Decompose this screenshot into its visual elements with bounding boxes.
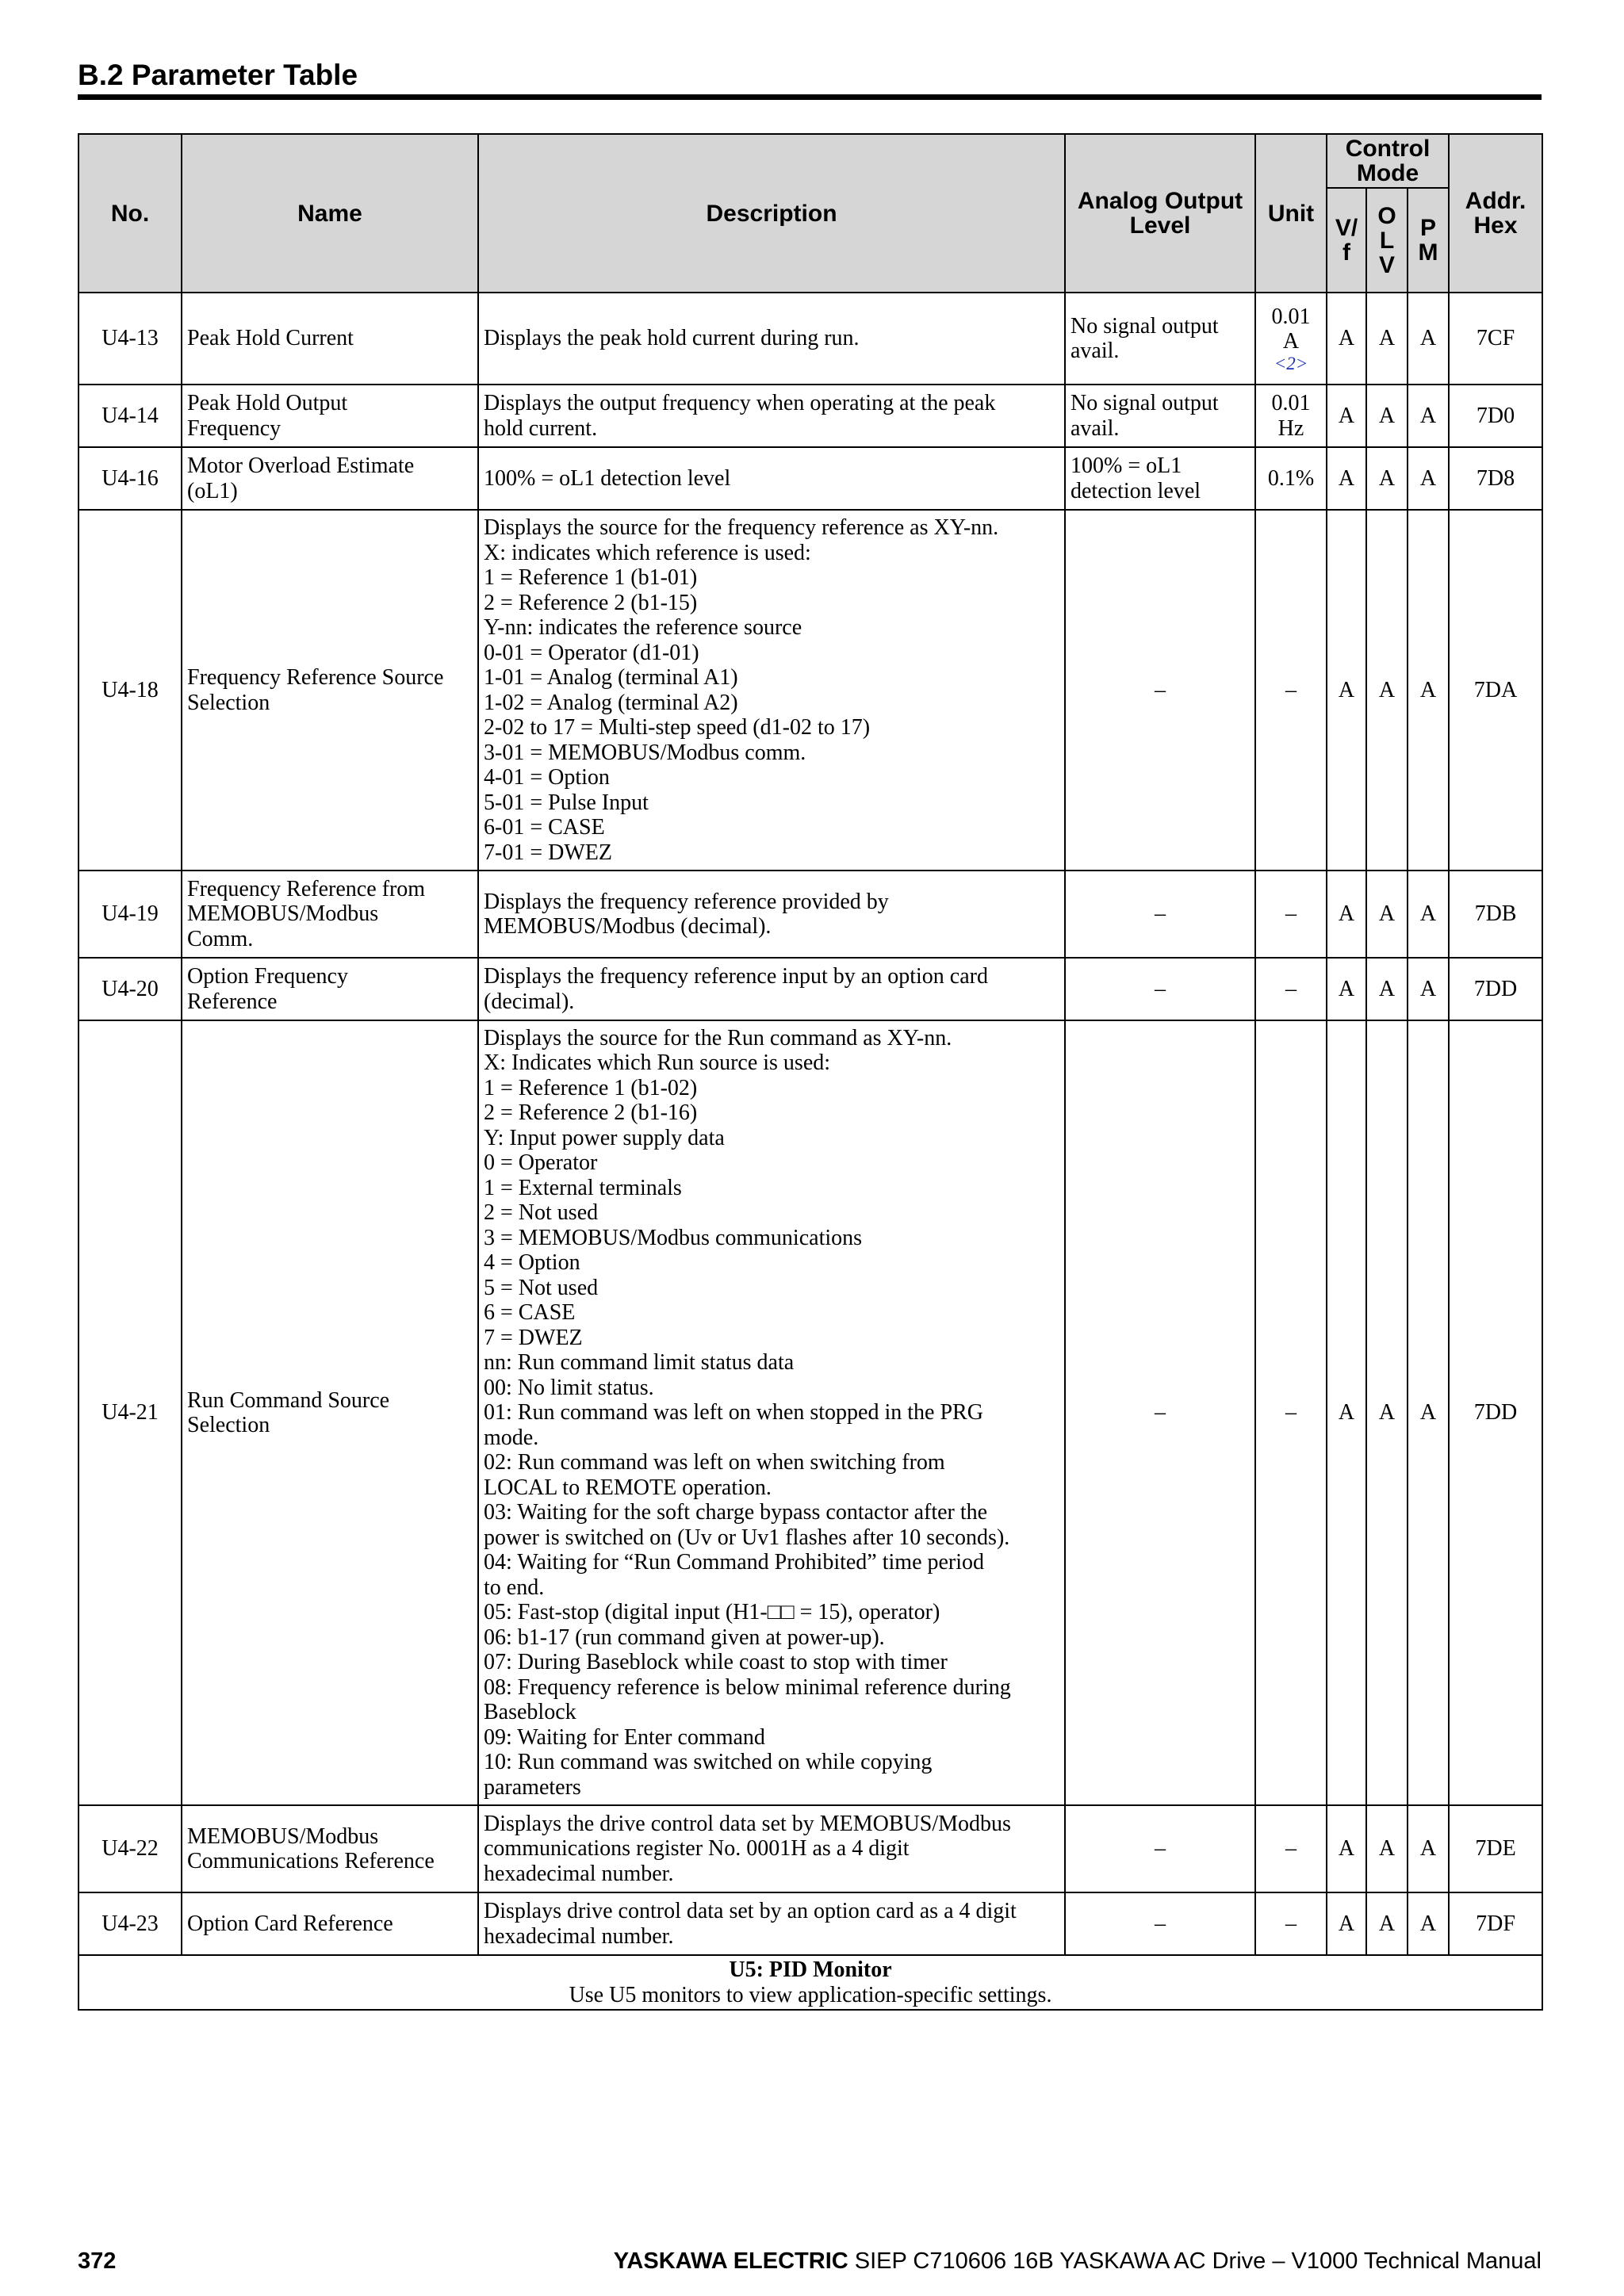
- param-analog-output-line: avail.: [1071, 415, 1120, 441]
- param-name: [182, 385, 478, 447]
- header-vf: V/ f: [1327, 188, 1366, 293]
- param-name-line: Option Frequency: [187, 964, 348, 989]
- param-description-line: 2 = Not used: [484, 1200, 599, 1226]
- param-addr-hex: 7D0: [1449, 385, 1542, 447]
- param-description-line: 2 = Reference 2 (b1-15): [484, 590, 698, 615]
- param-description-line: 06: b1-17 (run command given at power-up).: [484, 1624, 885, 1650]
- param-unit-line: 0.1%: [1267, 465, 1315, 491]
- param-description-line: LOCAL to REMOTE operation.: [484, 1475, 772, 1500]
- param-addr-hex: 7CF: [1449, 293, 1542, 385]
- mode-pm: A: [1408, 1805, 1449, 1892]
- mode-pm: A: [1408, 871, 1449, 958]
- param-analog-output-line: –: [1155, 1400, 1166, 1425]
- param-description-line: Displays the source for the Run command as XY-nn.: [484, 1025, 952, 1050]
- param-description-line: hexadecimal number.: [484, 1923, 674, 1949]
- param-description-line: mode.: [484, 1425, 539, 1450]
- param-name-line: Communications Reference: [187, 1849, 435, 1873]
- param-no: U4-19: [79, 871, 182, 958]
- param-analog-output-line: detection level: [1071, 478, 1201, 503]
- param-description-line: 7 = DWEZ: [484, 1325, 583, 1350]
- mode-vf: A: [1327, 510, 1366, 871]
- param-unit-line: Hz: [1277, 415, 1304, 441]
- param-description-line: 05: Fast-stop (digital input (H1-□□ = 15), operator): [484, 1600, 940, 1625]
- param-unit-line: 0.01: [1271, 304, 1311, 329]
- param-no: U4-22: [79, 1805, 182, 1892]
- mode-olv: A: [1366, 1020, 1408, 1805]
- mode-vf: A: [1327, 871, 1366, 958]
- param-analog-output-line: –: [1155, 1836, 1166, 1862]
- param-description-line: hexadecimal number.: [484, 1861, 674, 1886]
- param-name-line: Selection: [187, 1413, 270, 1437]
- param-name-line: Option Card Reference: [187, 1911, 393, 1936]
- param-analog-output-line: –: [1155, 677, 1166, 702]
- unit-footnote-link[interactable]: <2>: [1274, 353, 1308, 373]
- mode-pm: A: [1408, 1020, 1449, 1805]
- u5-title: U5: PID Monitor: [729, 1957, 892, 1982]
- mode-vf: A: [1327, 385, 1366, 447]
- param-name-line: MEMOBUS/Modbus: [187, 1823, 379, 1849]
- param-description-line: to end.: [484, 1575, 545, 1600]
- param-addr-hex: 7DD: [1449, 1020, 1542, 1805]
- table-body: [79, 293, 1542, 1955]
- param-description-line: 2 = Reference 2 (b1-16): [484, 1100, 698, 1126]
- param-description-line: 100% = oL1 detection level: [484, 465, 731, 491]
- table-row: [79, 1805, 1542, 1892]
- param-analog-output: [1065, 293, 1255, 385]
- param-unit-line: 0.01: [1271, 391, 1311, 415]
- param-description-line: 1-01 = Analog (terminal A1): [484, 665, 738, 690]
- table-row: [79, 293, 1542, 385]
- param-analog-output: [1065, 1020, 1255, 1805]
- u5-subtitle: Use U5 monitors to view application-specific settings.: [569, 1982, 1052, 2007]
- param-description-line: Displays the output frequency when operating at the peak: [484, 391, 996, 415]
- param-analog-output: [1065, 1805, 1255, 1892]
- param-description: [478, 510, 1065, 871]
- param-analog-output: [1065, 958, 1255, 1020]
- param-name: [182, 1020, 478, 1805]
- param-name-line: Frequency Reference from: [187, 876, 426, 901]
- mode-vf: A: [1327, 1892, 1366, 1955]
- param-description-line: (decimal).: [484, 989, 575, 1014]
- param-description-line: 3 = MEMOBUS/Modbus communications: [484, 1225, 863, 1250]
- param-name: [182, 293, 478, 385]
- param-description-line: 00: No limit status.: [484, 1375, 654, 1400]
- param-analog-output: [1065, 385, 1255, 447]
- param-name: [182, 958, 478, 1020]
- title-rule: [78, 94, 1542, 100]
- mode-olv: A: [1366, 385, 1408, 447]
- param-name: [182, 447, 478, 510]
- param-description-line: 5 = Not used: [484, 1275, 599, 1300]
- table-row: [79, 385, 1542, 447]
- param-unit: [1255, 293, 1327, 385]
- param-description-line: 1 = External terminals: [484, 1175, 682, 1200]
- mode-pm: A: [1408, 293, 1449, 385]
- table-row: [79, 1020, 1542, 1805]
- page-number: 372: [78, 2248, 117, 2274]
- param-description-line: 7-01 = DWEZ: [484, 840, 612, 865]
- table-row: [79, 1892, 1542, 1955]
- param-no: U4-21: [79, 1020, 182, 1805]
- param-description: [478, 447, 1065, 510]
- param-description-line: communications register No. 0001H as a 4 digit: [484, 1836, 910, 1862]
- param-name-line: MEMOBUS/Modbus: [187, 901, 379, 927]
- param-unit-line: –: [1285, 976, 1297, 1001]
- param-description: [478, 385, 1065, 447]
- param-description-line: 04: Waiting for “Run Command Prohibited” time period: [484, 1550, 985, 1575]
- param-name-line: Reference: [187, 989, 278, 1014]
- param-description-line: 03: Waiting for the soft charge bypass contactor after the: [484, 1500, 988, 1525]
- header-name: Name: [182, 134, 478, 293]
- param-analog-output-line: 100% = oL1: [1071, 453, 1182, 478]
- mode-pm: A: [1408, 385, 1449, 447]
- mode-vf: A: [1327, 1020, 1366, 1805]
- header-olv: O L V: [1366, 188, 1408, 293]
- param-unit: [1255, 958, 1327, 1020]
- param-description-line: 08: Frequency reference is below minimal reference during: [484, 1674, 1011, 1700]
- param-unit-line: A: [1282, 329, 1300, 354]
- param-name: [182, 510, 478, 871]
- param-addr-hex: 7D8: [1449, 447, 1542, 510]
- param-analog-output: [1065, 510, 1255, 871]
- param-description-line: 6 = CASE: [484, 1300, 576, 1326]
- header-no: No.: [79, 134, 182, 293]
- mode-olv: A: [1366, 958, 1408, 1020]
- param-name-line: Peak Hold Current: [187, 326, 354, 351]
- mode-olv: A: [1366, 1892, 1408, 1955]
- param-no: U4-13: [79, 293, 182, 385]
- header-analog-output-level: Analog Output Level: [1065, 134, 1255, 293]
- param-description-line: Displays drive control data set by an option card as a 4 digit: [484, 1899, 1017, 1923]
- param-name: [182, 1805, 478, 1892]
- param-no: U4-16: [79, 447, 182, 510]
- param-unit-line: –: [1285, 1836, 1297, 1862]
- param-description-line: 0-01 = Operator (d1-01): [484, 640, 699, 665]
- param-description-line: 4-01 = Option: [484, 765, 610, 790]
- param-addr-hex: 7DA: [1449, 510, 1542, 871]
- param-description: [478, 1020, 1065, 1805]
- param-unit-line: –: [1285, 901, 1297, 927]
- param-description-line: Y: Input power supply data: [484, 1125, 725, 1150]
- u5-section-row: [79, 1955, 1542, 2010]
- mode-olv: A: [1366, 510, 1408, 871]
- param-description-line: 3-01 = MEMOBUS/Modbus comm.: [484, 740, 806, 765]
- param-unit: [1255, 1805, 1327, 1892]
- param-description-line: Displays the frequency reference provided by: [484, 889, 889, 914]
- param-analog-output-line: No signal output: [1071, 313, 1219, 339]
- header-pm: P M: [1408, 188, 1449, 293]
- param-name-line: Frequency Reference Source: [187, 665, 444, 690]
- param-description-line: 5-01 = Pulse Input: [484, 790, 649, 815]
- param-description-line: Displays the drive control data set by MEMOBUS/Modbus: [484, 1811, 1011, 1836]
- param-analog-output: [1065, 871, 1255, 958]
- param-addr-hex: 7DF: [1449, 1892, 1542, 1955]
- param-description-line: Baseblock: [484, 1700, 576, 1725]
- param-description-line: Y-nn: indicates the reference source: [484, 615, 802, 640]
- param-analog-output: [1065, 447, 1255, 510]
- param-description-line: power is switched on (Uv or Uv1 flashes after 10 seconds).: [484, 1525, 1010, 1550]
- param-analog-output-line: –: [1155, 976, 1166, 1001]
- param-description-line: X: indicates which reference is used:: [484, 540, 811, 565]
- param-no: U4-20: [79, 958, 182, 1020]
- param-analog-output-line: –: [1155, 1911, 1166, 1936]
- mode-olv: A: [1366, 293, 1408, 385]
- param-description-line: Displays the source for the frequency reference as XY-nn.: [484, 515, 999, 540]
- param-description-line: hold current.: [484, 415, 598, 441]
- param-analog-output-line: No signal output: [1071, 391, 1219, 415]
- mode-vf: A: [1327, 958, 1366, 1020]
- param-name-line: Frequency: [187, 415, 282, 441]
- param-description-line: parameters: [484, 1774, 581, 1800]
- param-name-line: Run Command Source: [187, 1387, 390, 1413]
- mode-pm: A: [1408, 447, 1449, 510]
- param-description-line: 6-01 = CASE: [484, 815, 605, 840]
- header-addr-hex: Addr. Hex: [1449, 134, 1542, 293]
- param-unit: [1255, 1020, 1327, 1805]
- param-description-line: 02: Run command was left on when switching from: [484, 1450, 945, 1475]
- param-unit-line: –: [1285, 677, 1297, 702]
- param-name: [182, 871, 478, 958]
- param-description-line: 09: Waiting for Enter command: [484, 1724, 765, 1750]
- param-addr-hex: 7DE: [1449, 1805, 1542, 1892]
- header-description: Description: [478, 134, 1065, 293]
- mode-pm: A: [1408, 1892, 1449, 1955]
- table-row: [79, 447, 1542, 510]
- param-description-line: Displays the frequency reference input by an option card: [484, 964, 988, 989]
- param-description: [478, 958, 1065, 1020]
- param-unit: [1255, 871, 1327, 958]
- param-description-line: 4 = Option: [484, 1250, 580, 1276]
- param-unit: [1255, 385, 1327, 447]
- param-no: U4-23: [79, 1892, 182, 1955]
- header-control-mode: Control Mode: [1327, 134, 1449, 188]
- param-description-line: Displays the peak hold current during run.: [484, 326, 860, 351]
- param-description-line: nn: Run command limit status data: [484, 1350, 795, 1376]
- param-unit-line: –: [1285, 1911, 1297, 1936]
- footer-doc: SIEP C710606 16B YASKAWA AC Drive – V1000 Technical Manual: [854, 2248, 1542, 2274]
- mode-vf: A: [1327, 293, 1366, 385]
- param-description-line: 1 = Reference 1 (b1-02): [484, 1075, 698, 1100]
- mode-olv: A: [1366, 447, 1408, 510]
- parameter-table: [78, 133, 1543, 2011]
- param-description-line: 10: Run command was switched on while copying: [484, 1750, 933, 1775]
- param-unit: [1255, 447, 1327, 510]
- mode-pm: A: [1408, 958, 1449, 1020]
- param-description: [478, 293, 1065, 385]
- mode-olv: A: [1366, 871, 1408, 958]
- footer-doc-title: [614, 2248, 1542, 2275]
- mode-vf: A: [1327, 447, 1366, 510]
- param-addr-hex: 7DB: [1449, 871, 1542, 958]
- param-analog-output-line: avail.: [1071, 339, 1120, 363]
- param-description-line: 01: Run command was left on when stopped in the PRG: [484, 1400, 983, 1425]
- header-unit: Unit: [1255, 134, 1327, 293]
- param-name: [182, 1892, 478, 1955]
- footer-brand: YASKAWA ELECTRIC: [613, 2248, 848, 2274]
- param-analog-output: [1065, 1892, 1255, 1955]
- param-description-line: MEMOBUS/Modbus (decimal).: [484, 914, 772, 939]
- param-description-line: 1-02 = Analog (terminal A2): [484, 690, 738, 715]
- param-description: [478, 1892, 1065, 1955]
- param-description-line: 1 = Reference 1 (b1-01): [484, 565, 698, 590]
- param-unit: [1255, 510, 1327, 871]
- param-description-line: 0 = Operator: [484, 1150, 598, 1176]
- section-title: B.2 Parameter Table: [78, 59, 358, 91]
- param-addr-hex: 7DD: [1449, 958, 1542, 1020]
- param-description-line: X: Indicates which Run source is used:: [484, 1050, 831, 1076]
- param-unit: [1255, 1892, 1327, 1955]
- mode-vf: A: [1327, 1805, 1366, 1892]
- param-unit-line: –: [1285, 1400, 1297, 1425]
- mode-olv: A: [1366, 1805, 1408, 1892]
- table-row: [79, 510, 1542, 871]
- table-row: [79, 871, 1542, 958]
- param-analog-output-line: –: [1155, 901, 1166, 927]
- param-name-line: (oL1): [187, 478, 238, 503]
- param-name-line: Selection: [187, 690, 270, 715]
- param-no: U4-18: [79, 510, 182, 871]
- param-description: [478, 1805, 1065, 1892]
- param-description: [478, 871, 1065, 958]
- param-name-line: Comm.: [187, 926, 254, 951]
- param-description-line: 2-02 to 17 = Multi-step speed (d1-02 to 17): [484, 715, 871, 740]
- table-row: [79, 958, 1542, 1020]
- mode-pm: A: [1408, 510, 1449, 871]
- param-description-line: 07: During Baseblock while coast to stop with timer: [484, 1650, 948, 1675]
- param-name-line: Peak Hold Output: [187, 391, 348, 415]
- param-name-line: Motor Overload Estimate: [187, 453, 415, 478]
- param-no: U4-14: [79, 385, 182, 447]
